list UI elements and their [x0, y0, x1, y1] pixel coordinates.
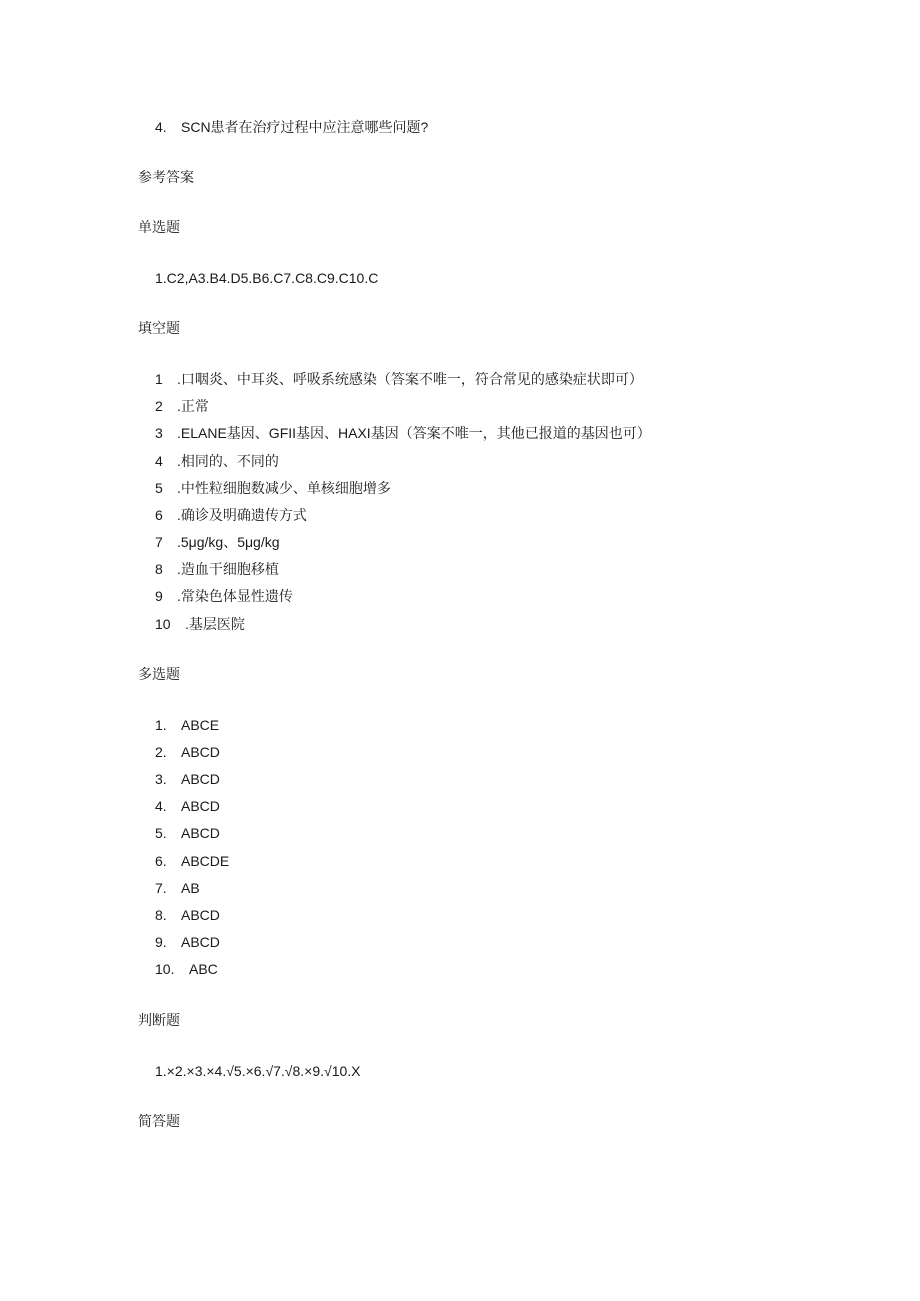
fill-blank-item-number: 3 [155, 425, 163, 441]
multi-choice-item-number: 5. [155, 825, 167, 841]
fill-blank-item [155, 370, 643, 388]
fill-blank-item-text: .正常 [177, 398, 209, 414]
fill-blank-item-text: .确诊及明确遗传方式 [177, 507, 307, 523]
single-choice-heading: 单选题 [138, 219, 180, 235]
multi-choice-item-number: 3. [155, 771, 167, 787]
fill-blank-item-text: .造血干细胞移植 [177, 561, 279, 577]
fill-blank-item [155, 615, 245, 633]
answers-heading: 参考答案 [138, 169, 194, 185]
multi-choice-item [155, 879, 200, 897]
multi-choice-item-text: AB [181, 880, 200, 896]
fill-blank-item [155, 506, 307, 524]
multi-choice-item [155, 906, 220, 924]
fill-blank-item-number: 10 [155, 616, 171, 632]
multi-choice-item-number: 1. [155, 717, 167, 733]
multi-choice-item-text: ABCD [181, 771, 220, 787]
multi-choice-item-number: 10. [155, 961, 175, 977]
multi-choice-heading: 多选题 [138, 666, 180, 682]
multi-choice-item-number: 2. [155, 744, 167, 760]
multi-choice-item-text: ABCD [181, 934, 220, 950]
fill-blank-item-text: .相同的、不同的 [177, 453, 279, 469]
fill-blank-item [155, 397, 209, 415]
question-4 [155, 118, 428, 136]
multi-choice-item [155, 716, 219, 734]
fill-blank-item-number: 2 [155, 398, 163, 414]
multi-choice-item [155, 933, 220, 951]
fill-blank-item [155, 533, 280, 551]
fill-blank-item-number: 5 [155, 480, 163, 496]
fill-blank-item-number: 6 [155, 507, 163, 523]
fill-blank-item [155, 479, 391, 497]
short-answer-heading: 简答题 [138, 1113, 180, 1129]
fill-blank-heading: 填空题 [138, 320, 180, 336]
multi-choice-item-text: ABCE [181, 717, 220, 733]
multi-choice-item-text: ABCD [181, 744, 220, 760]
multi-choice-item-text: ABC [189, 961, 218, 977]
multi-choice-item-number: 6. [155, 853, 167, 869]
fill-blank-item-number: 8 [155, 561, 163, 577]
multi-choice-item-number: 9. [155, 934, 167, 950]
fill-blank-item-number: 9 [155, 588, 163, 604]
true-false-heading: 判断题 [138, 1012, 180, 1028]
fill-blank-item-number: 7 [155, 534, 163, 550]
multi-choice-item [155, 743, 220, 761]
single-choice-answers: 1.C2,A3.B4.D5.B6.C7.C8.C9.C10.C [155, 270, 379, 286]
true-false-answers: 1.×2.×3.×4.√5.×6.√7.√8.×9.√10.X [155, 1063, 361, 1079]
fill-blank-item-text: .中性粒细胞数减少、单核细胞增多 [177, 480, 391, 496]
fill-blank-item-text: .常染色体显性遗传 [177, 588, 293, 604]
multi-choice-item [155, 824, 220, 842]
fill-blank-item [155, 560, 279, 578]
fill-blank-item [155, 424, 651, 442]
question-4-text: SCN患者在治疗过程中应注意哪些问题? [181, 119, 429, 135]
multi-choice-item-number: 8. [155, 907, 167, 923]
fill-blank-item [155, 452, 279, 470]
fill-blank-item [155, 587, 293, 605]
fill-blank-item-text: .ELANE基因、GFII基因、HAXI基因（答案不唯一，其他已报道的基因也可） [177, 425, 651, 441]
multi-choice-item [155, 852, 229, 870]
fill-blank-item-text: .5μg/kg、5μg/kg [177, 534, 280, 550]
multi-choice-item-text: ABCDE [181, 853, 230, 869]
fill-blank-item-number: 1 [155, 371, 163, 387]
multi-choice-item-text: ABCD [181, 798, 220, 814]
multi-choice-item-text: ABCD [181, 907, 220, 923]
question-4-number: 4. [155, 119, 167, 135]
fill-blank-item-number: 4 [155, 453, 163, 469]
fill-blank-item-text: .口咽炎、中耳炎、呼吸系统感染（答案不唯一，符合常见的感染症状即可） [177, 371, 643, 387]
fill-blank-item-text: .基层医院 [185, 616, 245, 632]
multi-choice-item [155, 960, 218, 978]
multi-choice-item [155, 770, 220, 788]
multi-choice-item [155, 797, 220, 815]
multi-choice-item-number: 4. [155, 798, 167, 814]
multi-choice-item-text: ABCD [181, 825, 220, 841]
multi-choice-item-number: 7. [155, 880, 167, 896]
